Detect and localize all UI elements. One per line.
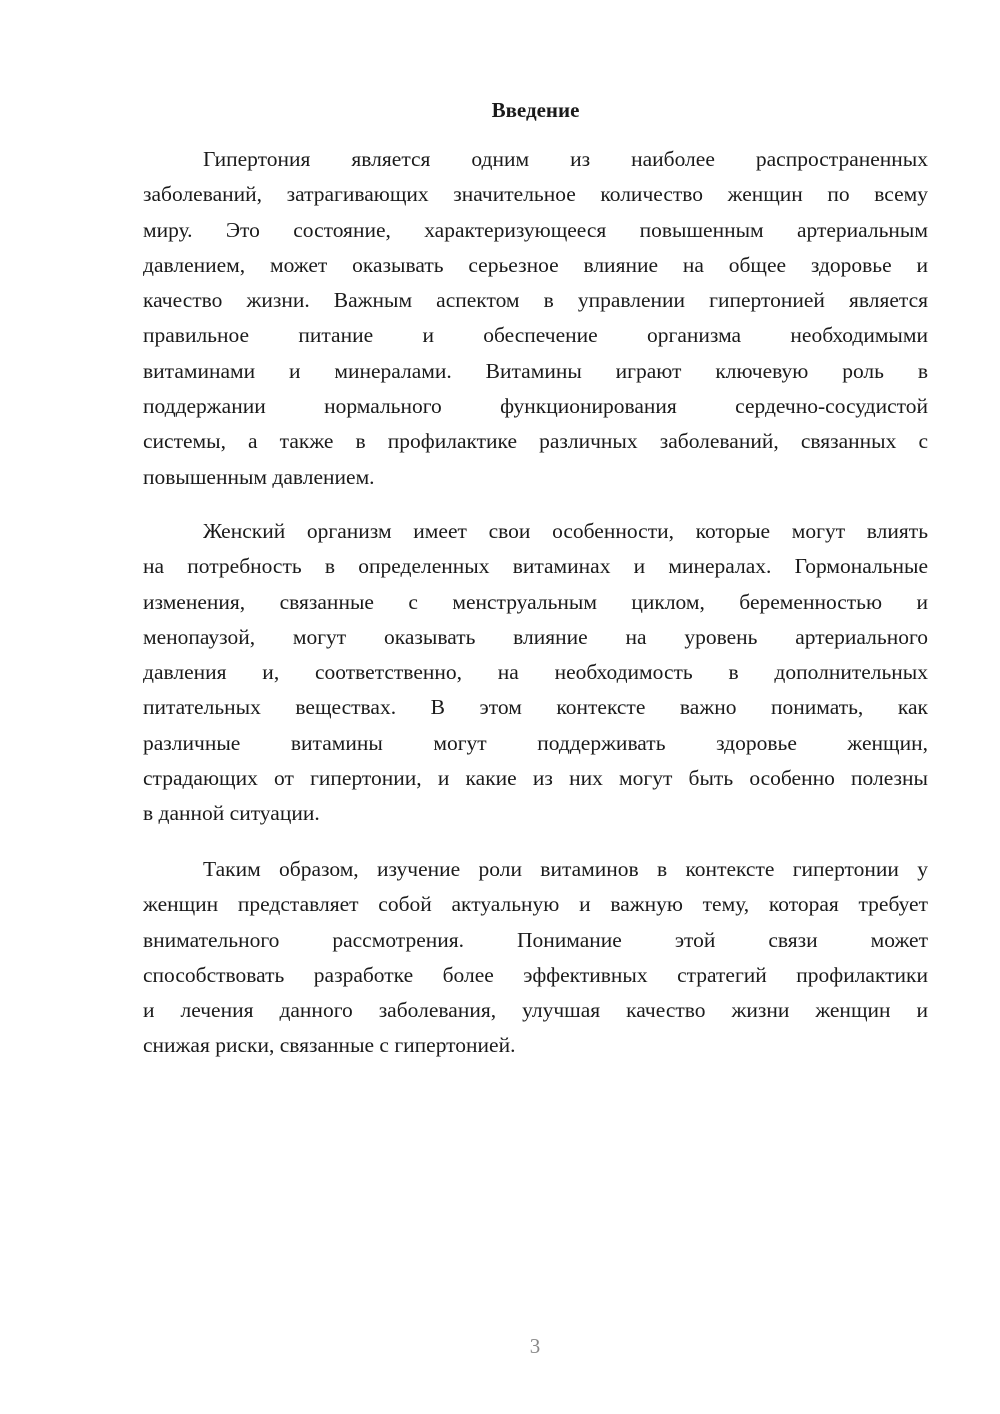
text-line: способствовать разработке более эффективных стратегий профилактики bbox=[143, 962, 928, 987]
paragraph-1 bbox=[143, 142, 928, 495]
text-line: менопаузой, могут оказывать влияние на уровень артериального bbox=[143, 624, 928, 649]
text-line: Таким образом, изучение роли витаминов в контексте гипертонии у bbox=[203, 857, 928, 881]
text-line: витаминами и минералами. Витамины играют ключевую роль в bbox=[143, 358, 928, 383]
text-line: страдающих от гипертонии, и какие из них могут быть особенно полезны bbox=[143, 766, 928, 791]
text-line: системы, а также в профилактике различных заболеваний, связанных с bbox=[143, 429, 928, 454]
page-number: 3 bbox=[529, 1334, 541, 1358]
text-line: питательных веществах. В этом контексте важно понимать, как bbox=[143, 695, 928, 720]
text-line: миру. Это состояние, характеризующееся повышенным артериальным bbox=[143, 217, 928, 242]
text-line: внимательного рассмотрения. Понимание этой связи может bbox=[143, 927, 928, 952]
text-line: снижая риски, связанные с гипертонией. bbox=[143, 1033, 516, 1058]
paragraph-3 bbox=[143, 852, 928, 1064]
text-line: давления и, соответственно, на необходимость в дополнительных bbox=[143, 660, 928, 685]
text-line: повышенным давлением. bbox=[143, 464, 375, 489]
text-line: правильное питание и обеспечение организма необходимыми bbox=[143, 323, 928, 348]
text-line: на потребность в определенных витаминах и минералах. Гормональные bbox=[143, 554, 928, 579]
text-line: различные витамины могут поддерживать здоровье женщин, bbox=[143, 730, 928, 755]
text-line: заболеваний, затрагивающих значительное количество женщин по всему bbox=[143, 182, 928, 207]
text-line: в данной ситуации. bbox=[143, 801, 320, 826]
text-line: женщин представляет собой актуальную и важную тему, которая требует bbox=[143, 892, 928, 917]
text-line: качество жизни. Важным аспектом в управлении гипертонией является bbox=[143, 288, 928, 313]
text-line: Женский организм имеет свои особенности, которые могут влиять bbox=[203, 519, 928, 543]
paragraph-2 bbox=[143, 514, 928, 832]
text-line: и лечения данного заболевания, улучшая качество жизни женщин и bbox=[143, 998, 928, 1023]
text-line: Гипертония является одним из наиболее распространенных bbox=[203, 147, 928, 171]
section-title: Введение bbox=[491, 98, 580, 122]
text-line: поддержании нормального функционирования сердечно-сосудистой bbox=[143, 394, 928, 419]
text-line: давлением, может оказывать серьезное влияние на общее здоровье и bbox=[143, 252, 928, 277]
text-line: изменения, связанные с менструальным циклом, беременностью и bbox=[143, 589, 928, 614]
